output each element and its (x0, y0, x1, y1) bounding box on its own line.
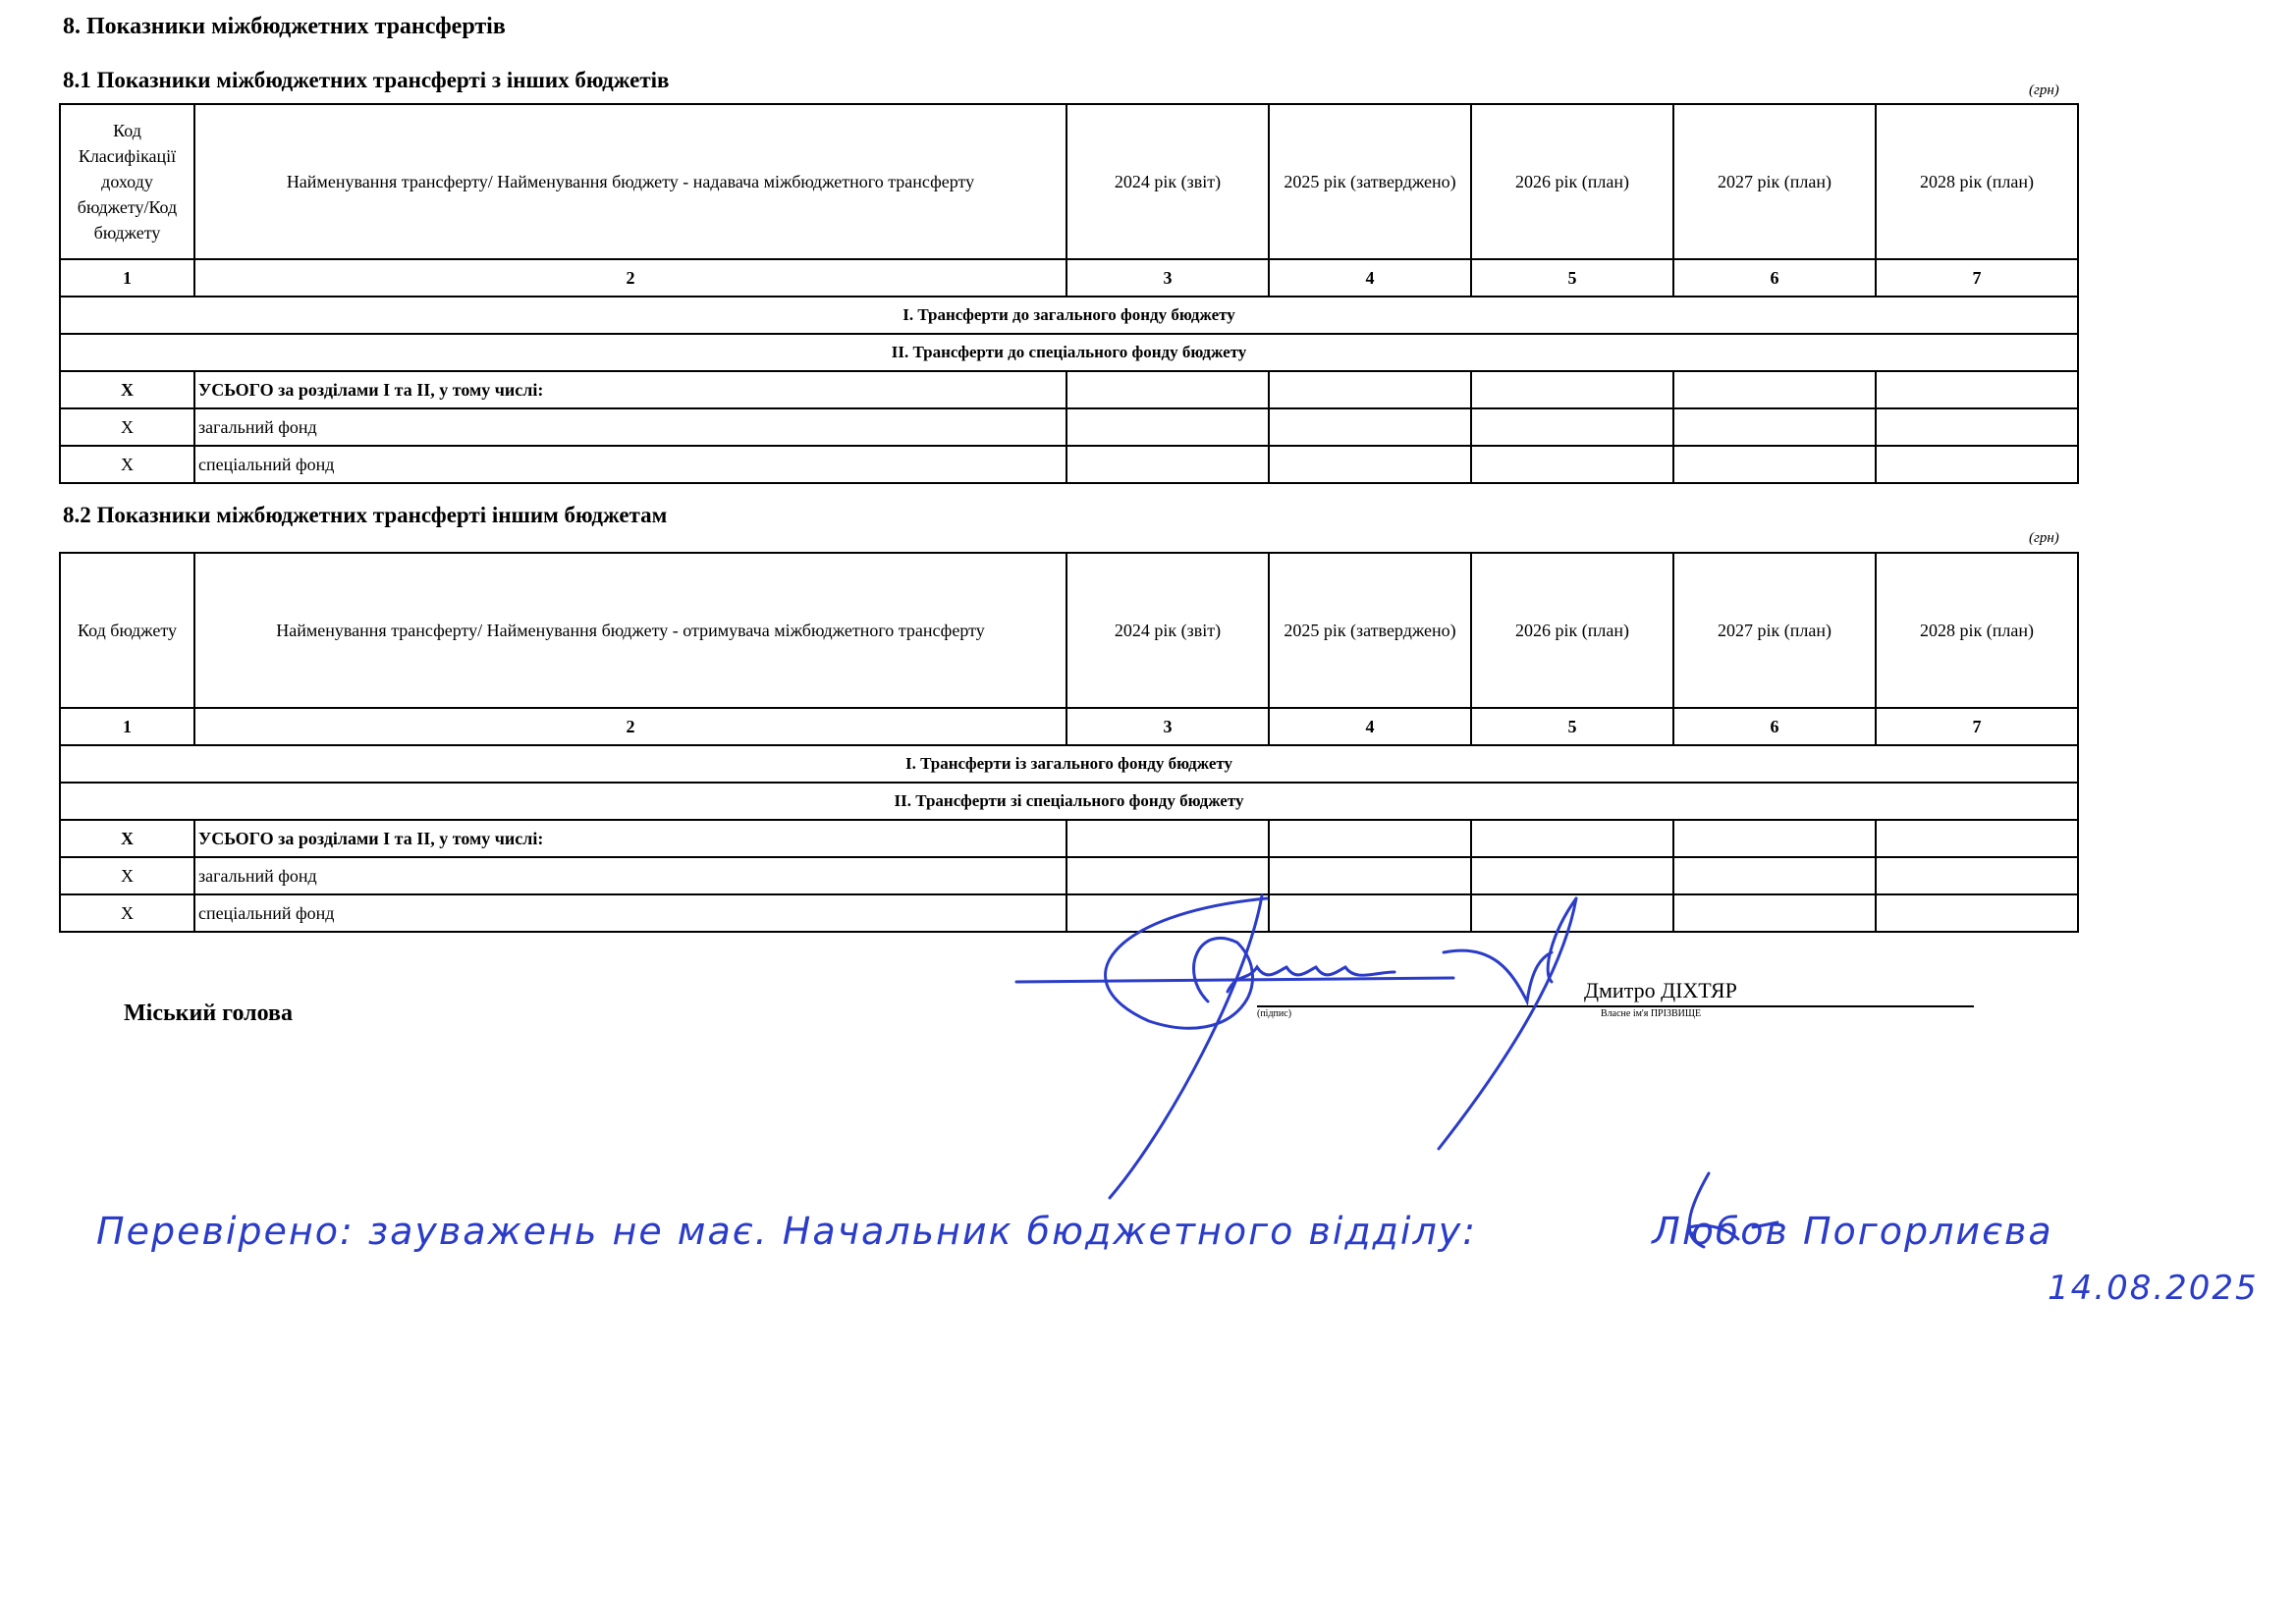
review-note-text: Перевірено: зауважень не має. Начальник бюджетного відділу: (96, 1210, 1478, 1253)
row-code: X (60, 371, 194, 408)
row-name: загальний фонд (194, 408, 1066, 446)
handwritten-review-note (96, 1210, 2053, 1253)
row-code: X (60, 446, 194, 483)
row-name: спеціальний фонд (194, 446, 1066, 483)
table1-section-special: ІІ. Трансферти до спеціального фонду бюджету (60, 334, 2078, 371)
table1-section-general: І. Трансферти до загального фонду бюджету (60, 297, 2078, 334)
signatory-position: Міський голова (124, 1001, 293, 1026)
row-name: спеціальний фонд (194, 894, 1066, 932)
table1-title: 8.1 Показники міжбюджетних трансферті з інших бюджетів (63, 68, 670, 92)
row-code: X (60, 408, 194, 446)
signature-caption: (підпис) (1257, 1008, 1292, 1019)
table2-header-code: Код бюджету (60, 553, 194, 708)
table2-section-special: ІІ. Трансферти зі спеціального фонду бюджету (60, 783, 2078, 820)
table2-col-number: 3 (1066, 708, 1269, 745)
table2-col-number: 2 (194, 708, 1066, 745)
table1-header-2027: 2027 рік (план) (1673, 104, 1876, 259)
table1-col-number: 4 (1269, 259, 1471, 297)
row-name: УСЬОГО за розділами І та ІІ, у тому числі: (194, 820, 1066, 857)
handwritten-date: 14.08.2025 (2048, 1269, 2259, 1308)
table1-col-number: 2 (194, 259, 1066, 297)
table1-header-2028: 2028 рік (план) (1876, 104, 2078, 259)
reviewer-name: Любов Погорлиєва (1652, 1210, 2053, 1253)
table1-header-code: Код Класифікації доходу бюджету/Код бюджету (60, 104, 194, 259)
table1-col-number: 1 (60, 259, 194, 297)
row-code: X (60, 820, 194, 857)
row-name: загальний фонд (194, 857, 1066, 894)
signatory-name: Дмитро ДІХТЯР (1584, 978, 1737, 1002)
signatory-name-caption: Власне ім'я ПРІЗВИЩЕ (1601, 1008, 1702, 1019)
row-code: X (60, 894, 194, 932)
table2-col-number: 4 (1269, 708, 1471, 745)
table2-section-general: І. Трансферти із загального фонду бюджету (60, 745, 2078, 783)
table2-header-2025: 2025 рік (затверджено) (1269, 553, 1471, 708)
table2-col-number: 5 (1471, 708, 1673, 745)
row-name: УСЬОГО за розділами І та ІІ, у тому числі: (194, 371, 1066, 408)
table2-header-2026: 2026 рік (план) (1471, 553, 1673, 708)
table1-col-number: 6 (1673, 259, 1876, 297)
table1-col-number: 7 (1876, 259, 2078, 297)
table2-col-number: 1 (60, 708, 194, 745)
table2-col-number: 6 (1673, 708, 1876, 745)
table1-header-2025: 2025 рік (затверджено) (1269, 104, 1471, 259)
table2-unit: (грн) (2029, 530, 2059, 546)
row-code: X (60, 857, 194, 894)
table2-header-name: Найменування трансферту/ Найменування бюджету - отримувача міжбюджетного трансферту (194, 553, 1066, 708)
table1-header-name: Найменування трансферту/ Найменування бюджету - надавача міжбюджетного трансферту (194, 104, 1066, 259)
table1-col-number: 3 (1066, 259, 1269, 297)
table1-header-2026: 2026 рік (план) (1471, 104, 1673, 259)
table1-header-2024: 2024 рік (звіт) (1066, 104, 1269, 259)
table2-header-2027: 2027 рік (план) (1673, 553, 1876, 708)
section-title: 8. Показники міжбюджетних трансфертів (63, 14, 506, 39)
table2-header-2024: 2024 рік (звіт) (1066, 553, 1269, 708)
table1-col-number: 5 (1471, 259, 1673, 297)
table2-col-number: 7 (1876, 708, 2078, 745)
table2-title: 8.2 Показники міжбюджетних трансферті іншим бюджетам (63, 503, 668, 527)
table1-unit: (грн) (2029, 82, 2059, 98)
table2-header-2028: 2028 рік (план) (1876, 553, 2078, 708)
